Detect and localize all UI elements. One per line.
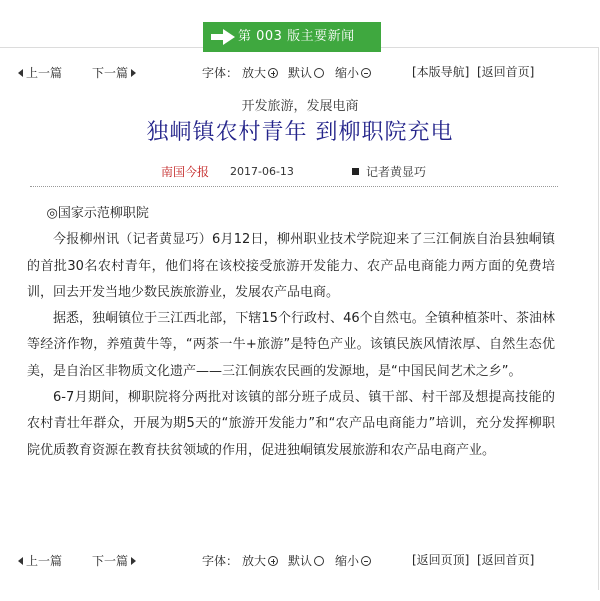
section-nav-link[interactable]: [本版导航] xyxy=(412,65,470,79)
article-paragraph: 据悉，独峒镇位于三江西北部，下辖15个行政村、46个自然屯。全镇种植茶叶、茶油林等经济作物，养殖黄牛等，“两茶一牛+旅游”是特色产业。该镇民族风情浓厚、自然生态优美，是自治区非物质文化遗产——三江侗族农民画的发源地，是“中国民间艺术之乡”。 xyxy=(27,311,555,379)
article-author: 记者黄显巧 xyxy=(352,164,426,180)
next-article-link[interactable]: 下一篇 xyxy=(92,551,136,571)
triangle-right-icon xyxy=(131,69,136,77)
article-body xyxy=(27,201,555,464)
square-bullet-icon xyxy=(352,168,359,175)
page-banner xyxy=(203,22,381,52)
font-default-button[interactable]: 默认 xyxy=(288,63,324,83)
home-link[interactable]: [返回首页] xyxy=(477,553,535,567)
bottom-toolbar xyxy=(0,551,600,571)
location-tag: ◎国家示范柳职院 xyxy=(46,206,149,221)
font-size-label: 字体： xyxy=(202,66,239,80)
plus-circle-icon xyxy=(268,556,278,566)
top-toolbar xyxy=(0,63,600,83)
prev-article-link[interactable]: 上一篇 xyxy=(18,551,62,571)
circle-icon xyxy=(314,68,324,78)
arrow-right-icon xyxy=(209,27,237,47)
circle-icon xyxy=(314,556,324,566)
triangle-right-icon xyxy=(131,557,136,565)
font-size-label: 字体： xyxy=(202,554,239,568)
article-paragraph: 6-7月期间，柳职院将分两批对该镇的部分班子成员、镇干部、村干部及想提高技能的农村青壮年群众，开展为期5天的“旅游开发能力”和“农产品电商能力”培训，充分发挥柳职院优质教育资源在教育扶贫领域的作用，促进独峒镇发展旅游和农产品电商产业。 xyxy=(27,390,555,458)
next-article-link[interactable]: 下一篇 xyxy=(92,63,136,83)
font-default-button[interactable]: 默认 xyxy=(288,551,324,571)
back-to-top-link[interactable]: [返回页顶] xyxy=(412,553,470,567)
article-title: 独峒镇农村青年 到柳职院充电 xyxy=(146,120,454,145)
home-link[interactable]: [返回首页] xyxy=(477,65,535,79)
article-paragraph: 今报柳州讯（记者黄显巧）6月12日，柳州职业技术学院迎来了三江侗族自治县独峒镇的首批30名农村青年，他们将在该校接受旅游开发能力、农产品电商能力两方面的免费培训，回去开发当地少数民族旅游业，发展农产品电商。 xyxy=(27,232,555,300)
triangle-left-icon xyxy=(18,557,23,565)
prev-article-link[interactable]: 上一篇 xyxy=(18,63,62,83)
article-source: 南国今报 xyxy=(161,165,210,179)
article-subtitle: 开发旅游，发展电商 xyxy=(241,99,359,114)
font-larger-button[interactable]: 放大 xyxy=(242,63,278,83)
article-date: 2017-06-13 xyxy=(230,165,294,178)
font-smaller-button[interactable]: 缩小 xyxy=(335,551,371,571)
banner-title: 第 003 版主要新闻 xyxy=(238,29,355,44)
font-larger-button[interactable]: 放大 xyxy=(242,551,278,571)
minus-circle-icon xyxy=(361,68,371,78)
font-smaller-button[interactable]: 缩小 xyxy=(335,63,371,83)
plus-circle-icon xyxy=(268,68,278,78)
triangle-left-icon xyxy=(18,69,23,77)
divider xyxy=(30,186,558,187)
minus-circle-icon xyxy=(361,556,371,566)
